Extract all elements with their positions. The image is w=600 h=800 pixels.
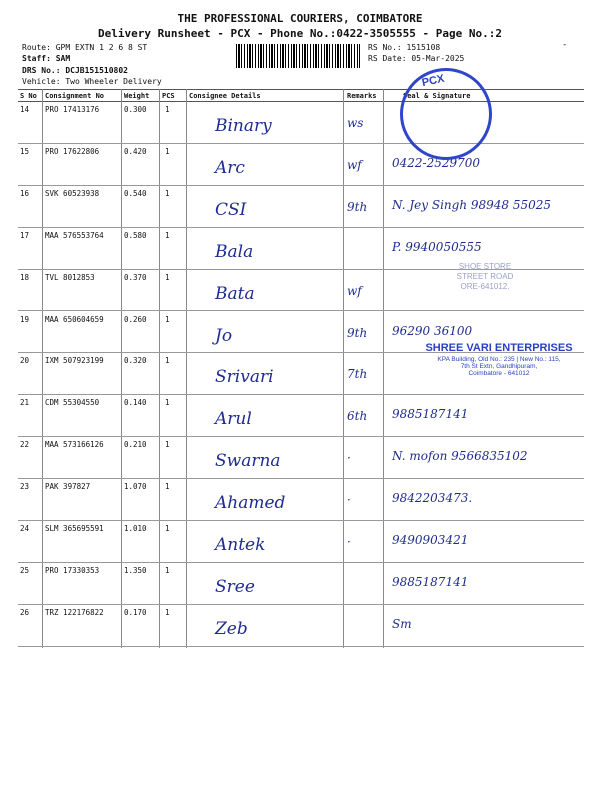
row-rule [18, 646, 584, 647]
remarks-handwriting: 9th [347, 199, 368, 214]
cell-weight: 0.420 [124, 146, 147, 156]
signature-handwriting: P. 9940050555 [392, 239, 482, 254]
table-row [0, 563, 600, 605]
cell-consignment: TRZ 122176822 [45, 607, 104, 617]
consignee-handwriting: Arc [215, 157, 245, 178]
consignee-handwriting: Bata [215, 283, 255, 304]
remarks-handwriting: ws [347, 116, 364, 130]
runsheet-subtitle: Delivery Runsheet - PCX - Phone No.:0422-3505555 - Page No.:2 [98, 27, 502, 40]
runsheet-title: THE PROFESSIONAL COURIERS, COIMBATORE [177, 12, 423, 25]
cell-weight: 0.140 [124, 398, 147, 408]
cell-pcs: 1 [165, 607, 170, 617]
cell-sno: 26 [20, 607, 30, 617]
cell-weight: 0.580 [124, 230, 147, 240]
table-row [0, 144, 600, 186]
remarks-handwriting: · [347, 493, 351, 508]
consignee-handwriting: Zeb [215, 618, 248, 639]
signature-handwriting: 9885187141 [392, 407, 469, 422]
signature-handwriting: Sm [392, 616, 412, 631]
cell-sno: 18 [20, 272, 30, 282]
cell-weight: 0.260 [124, 314, 147, 324]
cell-weight: 0.320 [124, 356, 147, 366]
cell-sno: 16 [20, 188, 30, 198]
signature-handwriting: 0422-2529700 [392, 155, 481, 170]
cell-consignment: PRO 17622806 [45, 146, 100, 156]
cell-pcs: 1 [165, 356, 170, 366]
table-top-rule [18, 89, 584, 90]
cell-consignment: PRO 17330353 [45, 565, 100, 575]
cell-weight: 1.010 [124, 524, 147, 533]
remarks-handwriting: wf [347, 283, 362, 298]
rs-number: RS No.: 1515108 [368, 43, 441, 52]
consignee-handwriting: Binary [215, 116, 272, 136]
cell-pcs: 1 [165, 440, 170, 450]
cell-sno: 22 [20, 440, 30, 450]
table-row [0, 186, 600, 228]
cell-pcs: 1 [165, 565, 170, 575]
cell-consignment: IXM 507923199 [45, 356, 104, 366]
shoe-store-stamp: SHOE STORE STREET ROAD ORE-641012. [456, 262, 514, 291]
cell-pcs: 1 [165, 314, 170, 324]
consignee-handwriting: Arul [215, 409, 252, 430]
cell-consignment: MAA 573166126 [45, 440, 104, 450]
signature-handwriting: 9490903421 [392, 533, 469, 547]
cell-sno: 25 [20, 565, 30, 575]
remarks-handwriting: · [347, 451, 351, 466]
consignee-handwriting: Srivari [215, 367, 274, 388]
cell-consignment: MAA 576553764 [45, 230, 104, 240]
cell-sno: 21 [20, 398, 30, 408]
consignee-handwriting: Ahamed [215, 493, 286, 514]
corner-mark: - [562, 40, 568, 50]
cell-weight: 1.070 [124, 482, 147, 492]
drs-number: DRS No.: DCJB151510802 [22, 66, 128, 75]
cell-consignment: MAA 650604659 [45, 314, 104, 324]
cell-pcs: 1 [165, 188, 170, 198]
cell-weight: 0.540 [124, 188, 147, 198]
col-header-weight: Weight [124, 92, 150, 100]
rs-date: RS Date: 05-Mar-2025 [368, 54, 465, 63]
cell-pcs: 1 [165, 146, 170, 156]
cell-consignment: SLM 365695591 [45, 524, 104, 533]
cell-sno: 14 [20, 105, 30, 114]
cell-sno: 24 [20, 524, 30, 533]
cell-weight: 1.350 [124, 565, 147, 575]
table-row [0, 437, 600, 479]
signature-handwriting: 9885187141 [392, 574, 469, 589]
route-text: Route: GPM EXTN 1 2 6 8 ST [22, 43, 148, 52]
consignee-handwriting: Bala [215, 241, 254, 262]
col-header-signature: Seal & Signature [403, 92, 471, 100]
cell-consignment: CDM 55304550 [45, 398, 100, 408]
cell-weight: 0.300 [124, 105, 147, 114]
signature-handwriting: N. Jey Singh 98948 55025 [392, 197, 552, 212]
cell-consignment: PAK 397827 [45, 482, 91, 492]
cell-pcs: 1 [165, 482, 170, 492]
consignee-handwriting: CSI [215, 199, 247, 220]
cell-weight: 0.370 [124, 272, 147, 282]
cell-consignment: PRO 17413176 [45, 105, 100, 114]
cell-pcs: 1 [165, 105, 170, 114]
cell-sno: 19 [20, 314, 30, 324]
signature-handwriting: N. mofon 9566835102 [392, 449, 528, 464]
cell-pcs: 1 [165, 524, 170, 533]
signature-handwriting: 9842203473. [392, 491, 473, 506]
table-row [0, 102, 600, 144]
cell-pcs: 1 [165, 398, 170, 408]
remarks-handwriting: 9th [347, 325, 368, 340]
col-header-pcs: PCS [162, 92, 175, 100]
cell-sno: 20 [20, 356, 30, 366]
consignee-handwriting: Antek [215, 535, 266, 555]
cell-consignment: TVL 8012853 [45, 272, 95, 282]
pcx-seal-stamp: PCX [391, 59, 500, 168]
cell-weight: 0.210 [124, 440, 147, 450]
cell-pcs: 1 [165, 272, 170, 282]
cell-consignment: SVK 60523938 [45, 188, 100, 198]
col-header-consignee: Consignee Details [189, 92, 261, 100]
col-header-sno: S No [20, 92, 37, 100]
cell-weight: 0.170 [124, 607, 147, 617]
staff-text: Staff: SAM [22, 54, 71, 63]
consignee-handwriting: Swarna [215, 451, 281, 472]
cell-pcs: 1 [165, 230, 170, 240]
remarks-handwriting: 7th [347, 367, 368, 382]
signature-handwriting: 96290 36100 [392, 323, 473, 338]
col-header-remarks: Remarks [347, 92, 377, 100]
remarks-handwriting: 6th [347, 409, 368, 424]
table-row [0, 395, 600, 437]
cell-sno: 23 [20, 482, 30, 492]
table-row [0, 521, 600, 563]
barcode-image [236, 44, 360, 68]
remarks-handwriting: · [347, 535, 351, 549]
consignee-handwriting: Sree [215, 576, 255, 597]
vehicle-text: Vehicle: Two Wheeler Delivery [22, 77, 162, 86]
col-header-consignment: Consignment No [45, 92, 105, 100]
table-row [0, 479, 600, 521]
cell-sno: 17 [20, 230, 30, 240]
shree-vari-stamp: SHREE VARI ENTERPRISES KPA Building, Old No.: 235 | New No.: 115, 7th St Extn, Gandhipuram, Coimbatore - 641012 [425, 342, 573, 377]
consignee-handwriting: Jo [215, 325, 233, 346]
table-row [0, 605, 600, 647]
cell-sno: 15 [20, 146, 30, 156]
remarks-handwriting: wf [347, 157, 362, 172]
